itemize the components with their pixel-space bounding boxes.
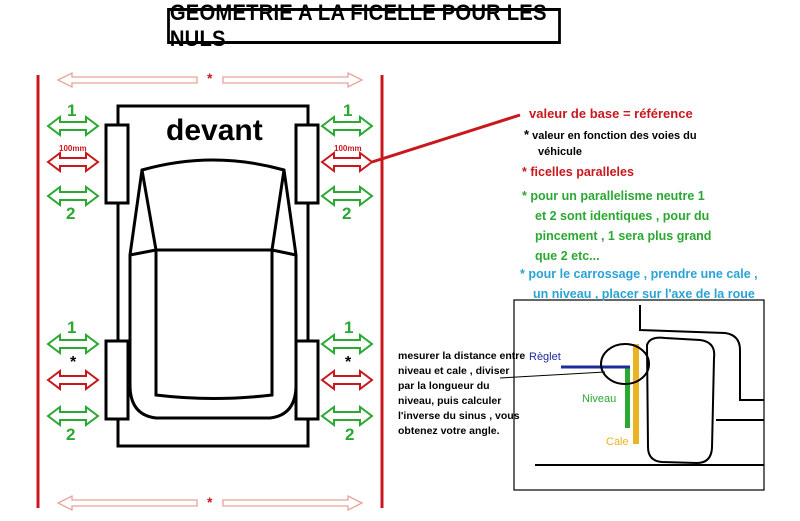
- front-left-label-2: 2: [66, 204, 76, 223]
- measure-note-line-6: obtenez votre angle.: [398, 425, 500, 437]
- reference-pointer-line: [372, 115, 520, 162]
- legend-star: [524, 127, 697, 160]
- front-right-arrow-2: [322, 187, 372, 205]
- rear-left-arrow-star: [48, 371, 98, 389]
- page-title: GEOMETRIE A LA FICELLE POUR LES NULS: [167, 8, 561, 44]
- legend-base: valeur de base = référence: [529, 106, 693, 121]
- inset-reglet-label: Règlet: [529, 351, 561, 363]
- rear-left-label-1: 1: [67, 318, 77, 337]
- inset-niveau: [625, 368, 630, 428]
- legend-neutral-2: et 2 sont identiques , pour du: [535, 209, 710, 223]
- legend-strings-star: *: [522, 165, 527, 179]
- measure-note-line-3: par la longueur du: [398, 380, 490, 392]
- legend-camber-1: pour le carrossage , prendre une cale ,: [528, 267, 758, 281]
- car-body: [118, 106, 308, 446]
- legend-star-text-1: valeur en fonction des voies du: [532, 130, 697, 142]
- legend-neutral-star: *: [522, 189, 527, 203]
- legend-camber-star: *: [520, 267, 525, 281]
- measure-note: [398, 349, 528, 439]
- inset-tire: [647, 338, 714, 463]
- legend-neutral-1: pour un parallelisme neutre 1: [530, 189, 705, 203]
- front-left-label-mm: 100mm: [59, 144, 87, 153]
- legend-star-symbol: *: [524, 127, 530, 142]
- legend-neutral: [522, 186, 711, 266]
- inset-niveau-label: Niveau: [582, 393, 617, 405]
- inset-cale-label: Cale: [606, 436, 629, 448]
- front-right-label-1: 1: [343, 101, 353, 120]
- measure-note-line-4: niveau, puis calculer: [398, 395, 502, 407]
- rear-right-arrow-2: [322, 407, 372, 425]
- measure-note-line-2: niveau et cale , diviser: [398, 365, 510, 377]
- front-right-label-mm: 100mm: [334, 144, 362, 153]
- front-right-arrow-mm: [322, 153, 372, 171]
- rear-right-label-1: 1: [344, 318, 354, 337]
- rear-right-star: *: [345, 354, 352, 371]
- measure-note-line-1: mesurer la distance entre: [398, 350, 526, 362]
- car-front-label: devant: [166, 114, 263, 147]
- legend-neutral-3: pincement , 1 sera plus grand: [535, 229, 712, 243]
- rear-right-wheel: [296, 341, 318, 419]
- rear-left-label-2: 2: [66, 425, 76, 444]
- front-left-arrow-2: [48, 187, 98, 205]
- legend-camber-2: un niveau , placer sur l'axe de la roue: [533, 287, 755, 301]
- rear-left-star: *: [70, 354, 77, 371]
- legend-neutral-4: que 2 etc...: [535, 249, 600, 263]
- front-right-wheel: [296, 125, 318, 203]
- legend-camber: [520, 264, 758, 304]
- front-right-label-2: 2: [342, 204, 352, 223]
- rear-right-label-2: 2: [345, 425, 355, 444]
- front-left-arrow-mm: [48, 153, 98, 171]
- front-left-label-1: 1: [67, 101, 77, 120]
- rear-left-wheel: [106, 341, 128, 419]
- front-left-wheel: [106, 125, 128, 203]
- rear-left-arrow-2: [48, 407, 98, 425]
- legend-strings-text: ficelles paralleles: [530, 165, 634, 179]
- legend-star-text-2: véhicule: [538, 146, 583, 158]
- legend-strings: [522, 162, 634, 182]
- rear-right-arrow-star: [322, 371, 372, 389]
- inset-cale: [633, 344, 639, 444]
- measure-note-line-5: l'inverse du sinus , vous: [398, 410, 520, 422]
- top-width-star: *: [207, 70, 213, 86]
- bottom-width-star: *: [207, 494, 213, 510]
